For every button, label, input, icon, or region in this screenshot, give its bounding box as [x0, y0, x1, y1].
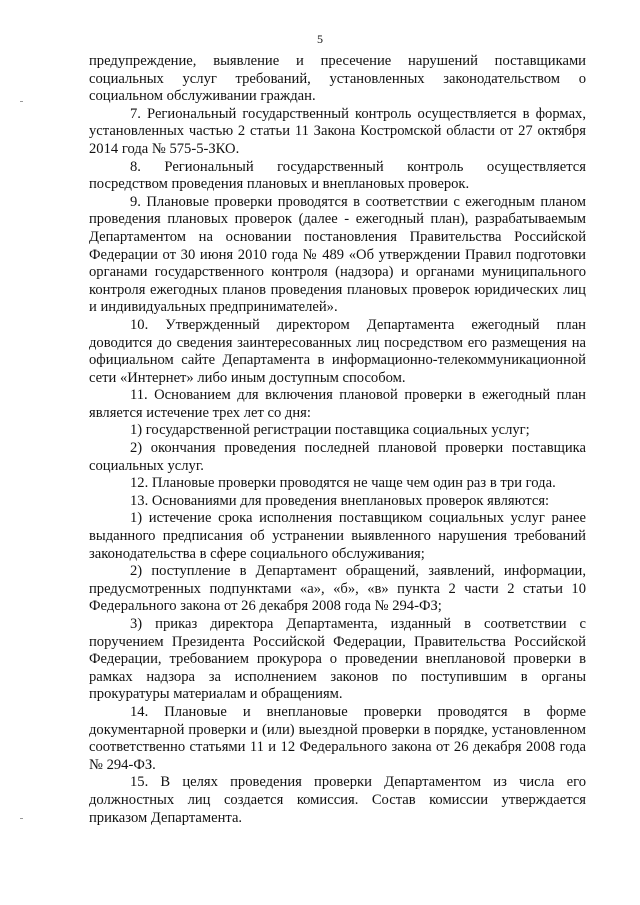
paragraph-12: 12. Плановые проверки проводятся не чаще чем один раз в три года.: [130, 475, 556, 492]
paragraph-13-item-1: 1) истечение срока исполнения поставщиком социальных услуг ранее выданного предписания об устранении выявленного нарушения требований законодательства в сфере социального обслуживания;: [89, 510, 586, 562]
paragraph-14: 14. Плановые и внеплановые проверки проводятся в форме документарной проверки и (или) выездной проверки в порядке, установленном соответственно статьями 11 и 12 Федерального закона от 26 декабря 2008 года № 294-ФЗ.: [89, 703, 586, 773]
paragraph-7: 7. Региональный государственный контроль осуществляется в формах, установленных частью 2 статьи 11 Закона Костромской области от 27 октября 2014 года № 575-5-ЗКО.: [89, 105, 586, 157]
margin-mark: [20, 101, 23, 102]
paragraph-continuation: предупреждение, выявление и пресечение нарушений поставщиками социальных услуг требований, установленных законодательством о социальном обслуживании граждан.: [89, 53, 586, 105]
paragraph-13-item-2: 2) поступление в Департамент обращений, заявлений, информации, предусмотренных подпунктами «а», «б», «в» пункта 2 части 2 статьи 10 Федерального закона от 26 декабря 2008 года № 294-ФЗ;: [89, 563, 586, 615]
paragraph-11-item-2: 2) окончания проведения последней плановой проверки поставщика социальных услуг.: [89, 440, 586, 474]
margin-mark: [20, 818, 23, 819]
paragraph-10: 10. Утвержденный директором Департамента ежегодный план доводится до сведения заинтересованных лиц посредством его размещения на официальном сайте Департамента в информационно-телекоммуникационной сети «Интернет» либо иным доступным способом.: [89, 316, 586, 386]
document-body: [89, 53, 586, 827]
page-number: 5: [317, 32, 323, 46]
paragraph-11-item-1: 1) государственной регистрации поставщика социальных услуг;: [130, 422, 530, 439]
paragraph-15: 15. В целях проведения проверки Департаментом из числа его должностных лиц создается комиссия. Состав комиссии утверждается приказом Департамента.: [89, 774, 586, 826]
paragraph-9: 9. Плановые проверки проводятся в соответствии с ежегодным планом проведения плановых проверок (далее - ежегодный план), разрабатываемым Департаментом на основании постановления Правительства Российской Федерации от 30 июня 2010 года № 489 «Об утверждении Правил подготовки органами государственного контроля (надзора) и органами муниципального контроля ежегодных планов проведения плановых проверок юридических лиц и индивидуальных предпринимателей».: [89, 193, 586, 316]
paragraph-8: 8. Региональный государственный контроль осуществляется посредством проведения плановых и внеплановых проверок.: [89, 158, 586, 193]
paragraph-13: 13. Основаниями для проведения внеплановых проверок являются:: [130, 492, 550, 509]
paragraph-11: 11. Основанием для включения плановой проверки в ежегодный план является истечение трех лет со дня:: [89, 387, 586, 421]
paragraph-13-item-3: 3) приказ директора Департамента, изданный в соответствии с поручением Президента Российской Федерации, Правительства Российской Федерации, требованием прокурора о проведении внеплановой проверки в рамках надзора за исполнением законов по поступившим в органы прокуратуры материалам и обращениям.: [89, 616, 586, 703]
